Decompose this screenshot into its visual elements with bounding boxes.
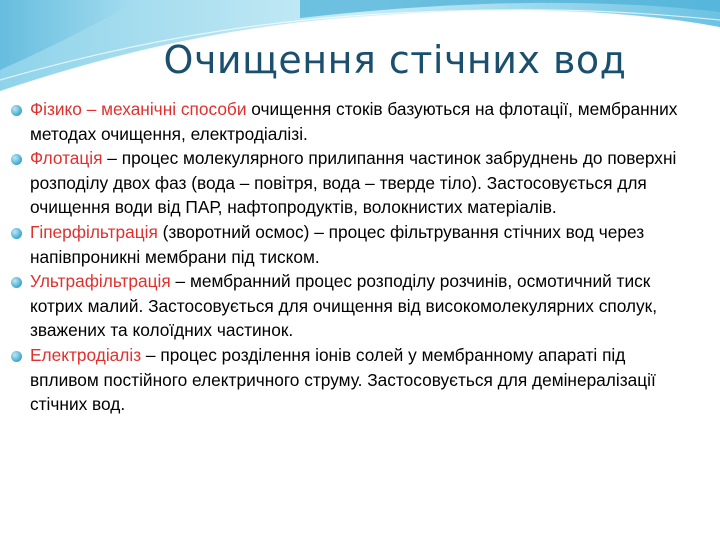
bullet-icon bbox=[11, 105, 22, 116]
bullet-icon bbox=[11, 351, 22, 362]
list-item bbox=[30, 269, 680, 343]
item-term: Електродіаліз bbox=[30, 344, 142, 365]
slide-title: Очищення стічних вод bbox=[163, 38, 627, 82]
list-item bbox=[30, 220, 680, 269]
bullet-list bbox=[30, 97, 680, 417]
item-text: – мембранний процес розподілу розчинів, осмотичний тиск котрих малий. Застосовується для очищення від високомолекулярних сполук, зважених та колоїдних частинок. bbox=[30, 271, 658, 341]
bullet-icon bbox=[11, 277, 22, 288]
item-term: Фізико – механічні способи bbox=[30, 99, 247, 119]
bullet-icon bbox=[11, 228, 22, 239]
item-text: очищення стоків базуються на флотації, мембранних методах очищення, електродіалізі. bbox=[30, 99, 678, 144]
item-text: – процес молекулярного прилипання частинок забруднень до поверхні розподілу двох фаз (вода – повітря, вода – тверде тіло). Застосовується для очищення води від ПАР, нафтопродуктів, волокнистих матеріалів. bbox=[30, 148, 677, 218]
bullet-icon bbox=[11, 154, 22, 165]
list-item bbox=[30, 343, 680, 417]
list-item bbox=[30, 146, 680, 220]
item-text: (зворотний осмос) – процес фільтрування стічних вод через напівпроникні мембрани під тиском. bbox=[30, 221, 645, 267]
item-term: Гіперфільтрація bbox=[30, 221, 158, 242]
item-term: Ультрафільтрація bbox=[30, 271, 171, 292]
item-text: – процес розділення іонів солей у мембранному апараті під впливом постійного електричного струму. Застосовується для демінералізації стічних вод. bbox=[30, 344, 656, 415]
item-term: Флотація bbox=[30, 148, 103, 169]
list-item bbox=[30, 97, 680, 146]
